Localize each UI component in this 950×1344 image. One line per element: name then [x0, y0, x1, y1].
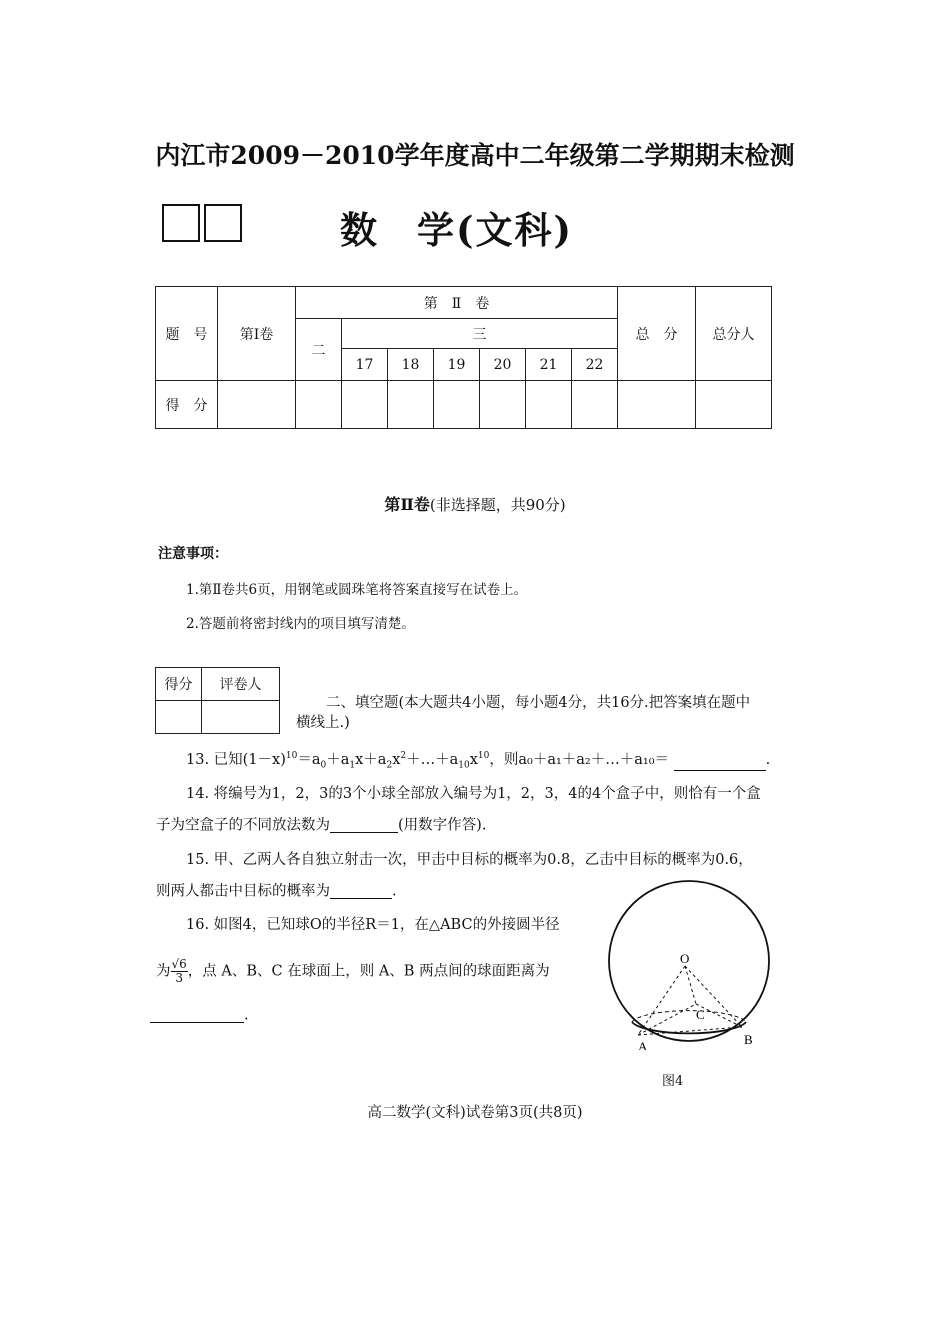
q14-text: (用数字作答). — [398, 817, 487, 834]
grader-name-cell — [202, 701, 280, 734]
header-section2: 二 — [296, 319, 342, 381]
q13-text: 已知(1－x) — [213, 751, 286, 768]
label-o: O — [680, 951, 690, 966]
notice-heading: 注意事项： — [158, 546, 228, 562]
header-section3: 三 — [342, 319, 618, 349]
question-14-line1: 14. 将编号为1，2，3的3个小球全部放入编号为1，2，3，4的4个盒子中，则恰有一个盒 — [186, 786, 761, 802]
q16-end: . — [244, 1007, 249, 1024]
q14-text: 子为空盒子的不同放法数为 — [156, 817, 330, 834]
line-oa — [638, 966, 685, 1035]
score-table — [155, 286, 772, 429]
score-cell — [618, 381, 696, 429]
question-15-line2 — [156, 884, 397, 899]
question-13: 13. 已知$(1-x)^{10}=a_0+a_1x+a_2x^2+\dots+a_{10}x^{10}$，则a₀＋a₁＋a₂＋…＋a₁₀＝ . — [186, 751, 771, 771]
header-total: 总 分 — [618, 287, 696, 381]
q13-text: ＝a — [297, 751, 321, 768]
question-number-cell: 22 — [572, 349, 618, 381]
q16-fraction-numerator: √6 — [171, 957, 187, 971]
score-cell — [342, 381, 388, 429]
sphere-figure — [600, 880, 780, 1050]
notice-item: 2.答题前将密封线内的项目填写清楚。 — [186, 616, 415, 632]
label-b: B — [744, 1032, 753, 1047]
score-cell — [526, 381, 572, 429]
subject-title — [340, 200, 573, 254]
q16-fraction — [171, 958, 188, 985]
q13-number: 13. — [186, 751, 210, 768]
q16-fraction-denominator: 3 — [175, 971, 183, 986]
part2-heading-bold: 第Ⅱ卷 — [384, 495, 430, 514]
score-cell — [218, 381, 296, 429]
question-number-cell: 20 — [480, 349, 526, 381]
subject-part2: 学(文科) — [417, 208, 574, 252]
header-part1: 第Ⅰ卷 — [218, 287, 296, 381]
label-a: A — [638, 1039, 648, 1050]
header-scorer: 总分人 — [696, 287, 772, 381]
part2-heading-rest: (非选择题，共90分) — [429, 496, 566, 514]
q15-answer-blank[interactable] — [330, 884, 392, 899]
grader-score-cell — [156, 701, 202, 734]
score-cell — [296, 381, 342, 429]
seal-box — [162, 204, 200, 242]
score-cell — [388, 381, 434, 429]
score-cell — [480, 381, 526, 429]
question-14-line2 — [156, 818, 486, 833]
question-number-cell: 18 — [388, 349, 434, 381]
question-16-line1: 16. 如图4，已知球O的半径R＝1，在△ABC的外接圆半径 — [186, 917, 560, 933]
question-15-line1: 15. 甲、乙两人各自独立射击一次，甲击中目标的概率为0.8，乙击中目标的概率为0.6， — [186, 852, 753, 868]
q16-text: ，点 A、B、C 在球面上，则 A、B 两点间的球面距离为 — [187, 963, 550, 980]
q16-text: 为 — [156, 963, 171, 980]
q14-answer-blank[interactable] — [330, 818, 398, 833]
grader-table — [155, 667, 280, 734]
question-16-line2 — [156, 958, 550, 985]
label-c: C — [696, 1007, 705, 1022]
score-cell — [696, 381, 772, 429]
exam-title: 内江市2009－2010学年度高中二年级第二学期期末检测 — [155, 141, 795, 170]
part2-heading — [0, 492, 950, 515]
notice-item: 1.第Ⅱ卷共6页，用钢笔或圆珠笔将答案直接写在试卷上。 — [186, 582, 528, 598]
section2-heading-line1: 二、填空题(本大题共4小题，每小题4分，共16分.把答案填在题中 — [326, 695, 751, 711]
grader-score-label: 得分 — [156, 668, 202, 701]
figure-caption: 图4 — [662, 1074, 684, 1089]
header-part2: 第 Ⅱ 卷 — [296, 287, 618, 319]
question-number-cell: 17 — [342, 349, 388, 381]
q15-text: 则两人都击中目标的概率为 — [156, 883, 330, 900]
q13-exponent: 10 — [285, 751, 298, 761]
question-16-line3 — [150, 1008, 249, 1023]
score-cell — [572, 381, 618, 429]
question-number-cell: 19 — [434, 349, 480, 381]
line-ac — [638, 1004, 696, 1035]
score-cell — [434, 381, 480, 429]
q13-answer-blank[interactable] — [674, 756, 766, 771]
q13-text: ，则a₀＋a₁＋a₂＋…＋a₁₀＝ — [489, 751, 670, 768]
header-question-number: 题 号 — [156, 287, 218, 381]
row-score-label: 得 分 — [156, 381, 218, 429]
seal-boxes — [162, 204, 246, 242]
section2-heading-line2: 横线上.) — [296, 715, 350, 731]
subject-part1: 数 — [340, 208, 379, 252]
question-number-cell: 21 — [526, 349, 572, 381]
grader-name-label: 评卷人 — [202, 668, 280, 701]
q15-end: . — [392, 883, 397, 900]
q16-answer-blank[interactable] — [150, 1008, 244, 1023]
page-footer: 高二数学(文科)试卷第3页(共8页) — [367, 1105, 583, 1121]
seal-box — [204, 204, 242, 242]
